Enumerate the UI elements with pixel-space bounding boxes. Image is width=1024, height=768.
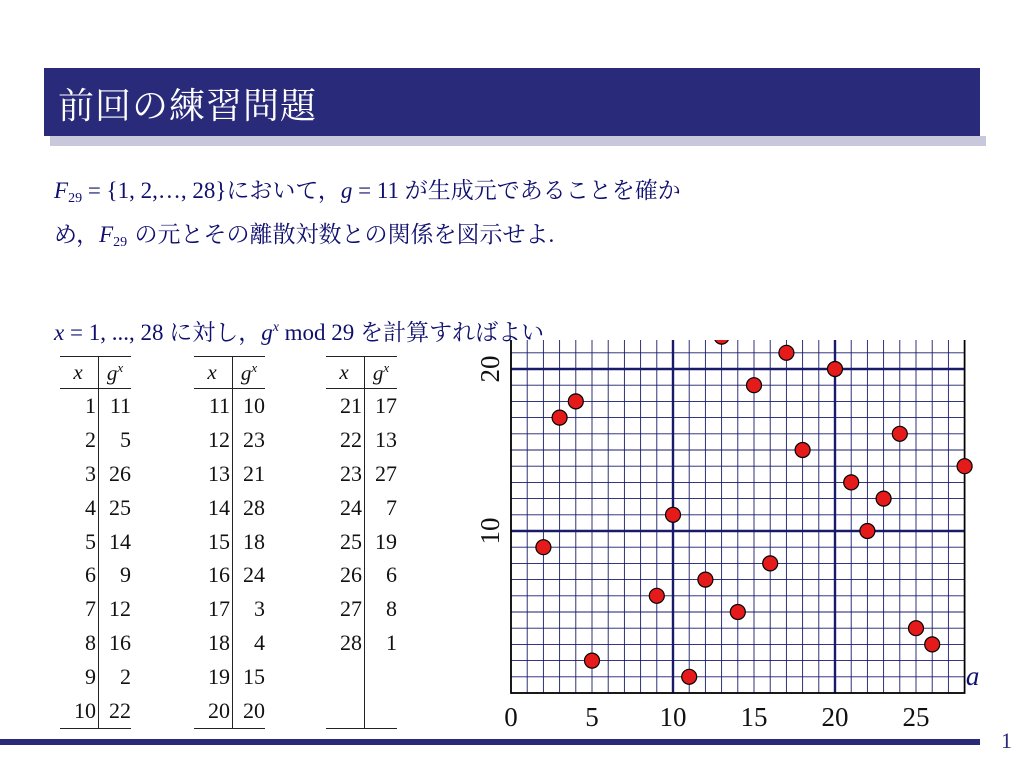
table-row [194, 423, 265, 457]
problem-text-2: が生成元であることを確か [404, 178, 681, 204]
cell-gx: 11 [109, 392, 131, 418]
cell-x: 12 [194, 423, 233, 457]
cell-gx: 14 [109, 528, 131, 554]
header-g: g [106, 360, 118, 385]
data-point [957, 459, 972, 474]
log-table-1 [60, 356, 131, 729]
table-row [60, 525, 131, 559]
footer-rule [0, 739, 980, 745]
cell-empty [326, 660, 365, 694]
cell-gx: 4 [254, 630, 265, 656]
cell-x: 7 [60, 592, 99, 626]
cell-x: 11 [194, 389, 233, 423]
cell-gx: 1 [386, 630, 397, 656]
table-row [60, 558, 131, 592]
data-point [552, 410, 567, 425]
hint-g: g [261, 320, 273, 345]
cell-gx: 2 [120, 664, 131, 690]
cell-x: 13 [194, 457, 233, 491]
x-tick-label: 5 [585, 702, 599, 732]
cell-x: 23 [326, 457, 365, 491]
field-subscript-2: 29 [113, 235, 128, 250]
data-point [568, 394, 583, 409]
table-row [60, 694, 131, 728]
generator-symbol: g [340, 178, 353, 203]
data-point [795, 443, 810, 458]
header-exponent: x [251, 359, 258, 375]
header-exponent: x [383, 359, 390, 375]
cell-gx: 27 [375, 460, 397, 486]
hint-exponent: x [272, 320, 279, 335]
generator-value: = 11 [352, 178, 405, 203]
data-point [698, 572, 713, 587]
problem-line-2 [54, 216, 554, 251]
x-tick-label: 15 [740, 702, 768, 732]
table-row [194, 389, 265, 423]
table-row [326, 491, 397, 525]
cell-x: 14 [194, 491, 233, 525]
cell-gx: 3 [254, 596, 265, 622]
problem-text-1: において， [226, 178, 341, 204]
table-row [60, 423, 131, 457]
cell-empty [365, 694, 398, 728]
header-gx [365, 357, 398, 389]
discrete-log-plot [440, 340, 980, 740]
cell-x: 27 [326, 592, 365, 626]
cell-x: 24 [326, 491, 365, 525]
data-point [585, 653, 600, 668]
field-symbol: F [54, 178, 69, 203]
header-gx [233, 357, 266, 389]
x-tick-label: 25 [902, 702, 930, 732]
problem-period: . [548, 222, 555, 247]
table-header-row [60, 357, 131, 389]
table-header-row [194, 357, 265, 389]
cell-gx: 28 [243, 494, 265, 520]
cell-x: 21 [326, 389, 365, 423]
cell-empty [365, 660, 398, 694]
table-row [194, 694, 265, 728]
problem-line-1 [54, 172, 681, 207]
data-point [828, 362, 843, 377]
cell-x: 10 [60, 694, 99, 728]
cell-gx: 25 [109, 494, 131, 520]
cell-gx: 19 [375, 528, 397, 554]
table-row [194, 660, 265, 694]
data-point [779, 345, 794, 360]
cell-x: 9 [60, 660, 99, 694]
cell-gx: 7 [386, 494, 397, 520]
table-row [326, 558, 397, 592]
header-g: g [372, 360, 384, 385]
table-row [60, 457, 131, 491]
table-row [194, 592, 265, 626]
data-point [909, 621, 924, 636]
header-x: x [326, 357, 365, 389]
y-tick-label: 10 [475, 517, 505, 545]
data-point [860, 524, 875, 539]
table-row-empty [326, 694, 397, 728]
table-row [60, 389, 131, 423]
page-number: 1 [1001, 728, 1012, 753]
cell-x: 26 [326, 558, 365, 592]
cell-gx: 5 [120, 426, 131, 452]
cell-gx: 17 [375, 392, 397, 418]
table-row [60, 626, 131, 660]
cell-x: 5 [60, 525, 99, 559]
cell-gx: 12 [109, 596, 131, 622]
cell-x: 15 [194, 525, 233, 559]
x-axis-label: a [965, 661, 980, 691]
cell-gx: 23 [243, 426, 265, 452]
cell-empty [326, 694, 365, 728]
cell-gx: 20 [243, 697, 265, 723]
table-row [194, 525, 265, 559]
data-point [925, 637, 940, 652]
cell-gx: 26 [109, 460, 131, 486]
hint-text-2: を計算すればよい [360, 320, 545, 346]
cell-x: 28 [326, 626, 365, 660]
cell-gx: 15 [243, 664, 265, 690]
hint-text-1: に対し， [169, 320, 262, 346]
problem-text-3: め， [54, 222, 100, 248]
cell-gx: 18 [243, 528, 265, 554]
cell-gx: 8 [386, 596, 397, 622]
y-tick-label: 20 [475, 355, 505, 383]
header-g: g [240, 360, 252, 385]
cell-x: 18 [194, 626, 233, 660]
cell-x: 8 [60, 626, 99, 660]
cell-x: 25 [326, 525, 365, 559]
table-row [326, 389, 397, 423]
cell-gx: 13 [375, 426, 397, 452]
table-row [326, 525, 397, 559]
cell-x: 20 [194, 694, 233, 728]
header-gx [99, 357, 132, 389]
cell-x: 1 [60, 389, 99, 423]
problem-text-4: の元とその離散対数との関係を図示せよ [127, 222, 549, 248]
cell-x: 16 [194, 558, 233, 592]
x-tick-label: 10 [659, 702, 687, 732]
cell-gx: 24 [243, 562, 265, 588]
header-exponent: x [117, 359, 124, 375]
table-row [194, 558, 265, 592]
cell-gx: 10 [243, 392, 265, 418]
cell-x: 22 [326, 423, 365, 457]
data-point [649, 588, 664, 603]
cell-x: 4 [60, 491, 99, 525]
data-point [892, 426, 907, 441]
data-point [682, 669, 697, 684]
hint-x: x [54, 320, 65, 345]
data-point [876, 491, 891, 506]
cell-gx: 22 [109, 697, 131, 723]
data-point [536, 540, 551, 555]
x-tick-label: 0 [504, 702, 518, 732]
table-row [60, 592, 131, 626]
log-table-2 [194, 356, 265, 729]
log-table-3 [326, 356, 397, 729]
data-point [730, 605, 745, 620]
field-set: = {1, 2,…, 28} [82, 178, 227, 203]
table-row [194, 491, 265, 525]
data-point [747, 378, 762, 393]
x-tick-label: 20 [821, 702, 849, 732]
data-point [666, 507, 681, 522]
hint-range: = 1, ..., 28 [64, 320, 170, 345]
cell-x: 6 [60, 558, 99, 592]
table-row [326, 457, 397, 491]
data-point [763, 556, 778, 571]
table-row [194, 457, 265, 491]
table-row [326, 423, 397, 457]
table-row-empty [326, 660, 397, 694]
cell-gx: 21 [243, 460, 265, 486]
table-row [60, 491, 131, 525]
cell-x: 2 [60, 423, 99, 457]
table-header-row [326, 357, 397, 389]
field-symbol-2: F [99, 222, 114, 247]
title-bar-shadow [50, 136, 986, 146]
header-x: x [194, 357, 233, 389]
cell-x: 17 [194, 592, 233, 626]
cell-x: 19 [194, 660, 233, 694]
table-row [326, 626, 397, 660]
slide-title: 前回の練習問題 [58, 86, 318, 127]
cell-gx: 6 [386, 562, 397, 588]
cell-gx: 9 [120, 562, 131, 588]
hint-mod: mod 29 [278, 320, 361, 345]
cell-x: 3 [60, 457, 99, 491]
field-subscript: 29 [68, 191, 83, 206]
cell-gx: 16 [109, 630, 131, 656]
table-row [194, 626, 265, 660]
header-x: x [60, 357, 99, 389]
table-row [60, 660, 131, 694]
table-row [326, 592, 397, 626]
data-point [844, 475, 859, 490]
